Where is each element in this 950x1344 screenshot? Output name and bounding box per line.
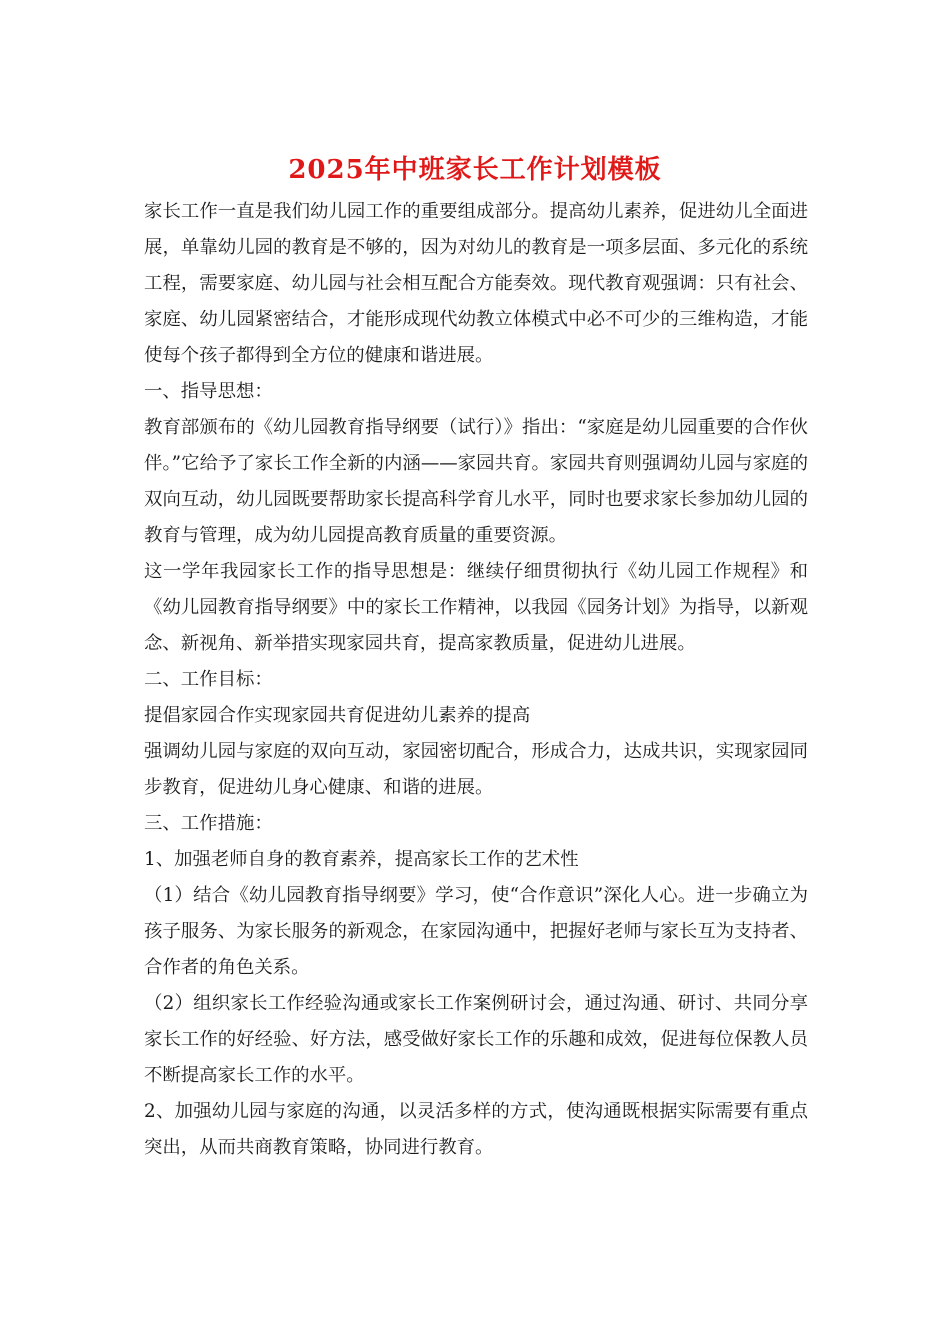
section-heading-work-goals: 二、工作目标： xyxy=(144,669,273,690)
document-body xyxy=(144,194,808,1166)
guiding-thought-paragraph: 教育部颁布的《幼儿园教育指导纲要（试行）》指出：“家庭是幼儿园重要的合作伙伴。”它给予了家长工作全新的内涵——家园共育。家园共育则强调幼儿园与家庭的双向互动，幼儿园既要帮助家长提高科学育儿水平，同时也要求家长参加幼儿园的教育与管理，成为幼儿园提高教育质量的重要资源。 xyxy=(144,417,808,546)
document-title: 2025年中班家长工作计划模板 xyxy=(288,155,662,185)
section-heading-work-measures: 三、工作措施： xyxy=(144,813,273,834)
section-heading-guiding-thought: 一、指导思想： xyxy=(144,381,273,402)
measure-subitem-1: （1）结合《幼儿园教育指导纲要》学习，使“合作意识”深化人心。进一步确立为孩子服务、为家长服务的新观念，在家园沟通中，把握好老师与家长互为支持者、合作者的角色关系。 xyxy=(144,885,808,978)
measure-item-2: 2、加强幼儿园与家庭的沟通，以灵活多样的方式，使沟通既根据实际需要有重点突出，从而共商教育策略，协同进行教育。 xyxy=(144,1101,808,1158)
measure-item-1: 1、加强老师自身的教育素养，提高家长工作的艺术性 xyxy=(144,849,579,870)
work-goals-paragraph: 强调幼儿园与家庭的双向互动，家园密切配合，形成合力，达成共识，实现家园同步教育，促进幼儿身心健康、和谐的进展。 xyxy=(144,741,808,798)
intro-paragraph: 家长工作一直是我们幼儿园工作的重要组成部分。提高幼儿素养，促进幼儿全面进展，单靠幼儿园的教育是不够的，因为对幼儿的教育是一项多层面、多元化的系统工程，需要家庭、幼儿园与社会相互配合方能奏效。现代教育观强调：只有社会、家庭、幼儿园紧密结合，才能形成现代幼教立体模式中必不可少的三维构造，才能使每个孩子都得到全方位的健康和谐进展。 xyxy=(144,201,808,366)
work-goals-line: 提倡家园合作实现家园共育促进幼儿素养的提高 xyxy=(144,705,531,726)
measure-subitem-2: （2）组织家长工作经验沟通或家长工作案例研讨会，通过沟通、研讨、共同分享家长工作的好经验、好方法，感受做好家长工作的乐趣和成效，促进每位保教人员不断提高家长工作的水平。 xyxy=(144,993,808,1086)
guiding-thought-paragraph-2: 这一学年我园家长工作的指导思想是：继续仔细贯彻执行《幼儿园工作规程》和《幼儿园教育指导纲要》中的家长工作精神，以我园《园务计划》为指导，以新观念、新视角、新举措实现家园共育，提高家教质量，促进幼儿进展。 xyxy=(144,561,808,654)
